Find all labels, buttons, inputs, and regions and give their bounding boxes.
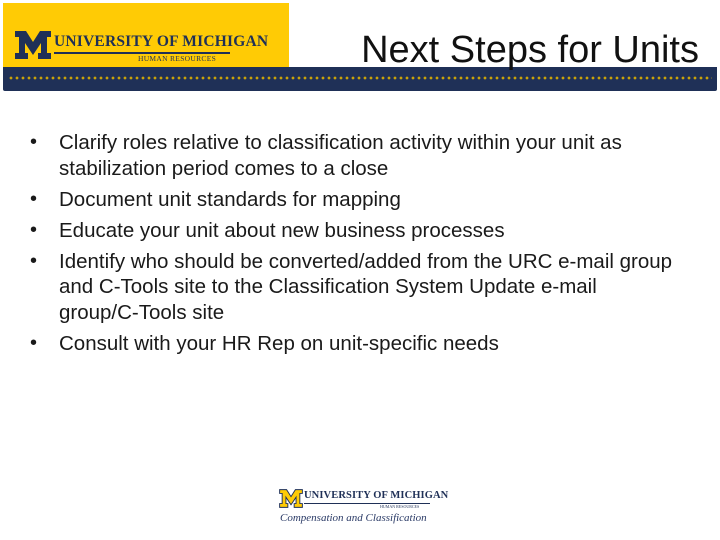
bullet-item xyxy=(28,331,678,357)
footer-logo-unit-name: Compensation and Classification xyxy=(280,512,427,524)
bullet-marker: • xyxy=(30,187,38,210)
footer-logo-wordmark: UNIVERSITY OF MICHIGAN xyxy=(304,490,449,501)
header-banner xyxy=(0,0,720,94)
footer-block-m-icon xyxy=(279,489,303,508)
bullet-text: Educate your unit about new business processes xyxy=(59,218,505,242)
footer-logo xyxy=(278,486,449,530)
bullet-item xyxy=(28,249,678,326)
bullet-marker: • xyxy=(30,331,38,354)
slide-title: Next Steps for Units xyxy=(361,29,699,71)
bullet-item xyxy=(28,130,678,181)
block-m-icon xyxy=(14,30,52,60)
bullet-marker: • xyxy=(30,131,38,153)
bullet-item xyxy=(28,187,678,213)
bullet-marker: • xyxy=(30,249,38,272)
bullet-text: Clarify roles relative to classification activity within your unit as stabilization period comes to a close xyxy=(59,131,622,180)
bullet-text: Document unit standards for mapping xyxy=(59,187,401,211)
logo-wordmark: UNIVERSITY OF MICHIGAN xyxy=(54,33,269,50)
bullet-item xyxy=(28,218,678,244)
banner-dotted-rule xyxy=(8,76,712,80)
bullet-list xyxy=(28,130,678,362)
footer-logo-tiny-line: HUMAN RESOURCES xyxy=(380,504,420,509)
logo-unit-name: HUMAN RESOURCES xyxy=(138,54,217,63)
bullet-marker: • xyxy=(30,218,38,241)
bullet-text: Identify who should be converted/added from the URC e-mail group and C-Tools site to the Classification System Update e-mail group/C-Tools site xyxy=(59,249,673,324)
university-logo xyxy=(14,30,269,66)
bullet-text: Consult with your HR Rep on unit-specific needs xyxy=(59,331,499,355)
